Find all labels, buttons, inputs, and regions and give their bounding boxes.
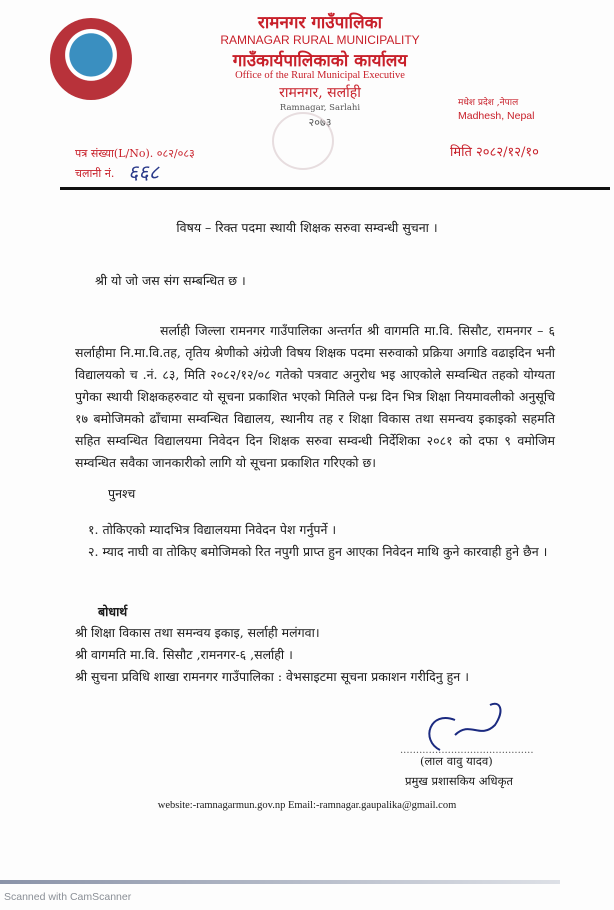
established-year: २०७३ xyxy=(308,116,332,129)
subject: विषय – रिक्त पदमा स्थायी शिक्षक सरुवा सम्वन्धी सुचना । xyxy=(176,220,438,235)
emblem-logo xyxy=(50,18,132,100)
signatory-title: प्रमुख प्रशासकिय अधिकृत xyxy=(405,774,513,788)
dispatch-number: ६६८ xyxy=(128,160,160,184)
salutation: श्री यो जो जस संग सम्बन्धित छ । xyxy=(95,273,246,288)
office-name-en: Office of the Rural Municipal Executive xyxy=(235,70,405,81)
office-name-np: गाउँकार्यपालिकाको कार्यालय xyxy=(232,51,408,71)
signatory-name: (लाल वावु यादव) xyxy=(420,754,493,768)
svg-text:..............................: .......................................... xyxy=(400,745,534,756)
cc-item: श्री शिक्षा विकास तथा समन्वय इकाइ, सर्लाही मलंगवा। xyxy=(75,625,320,640)
scan-edge xyxy=(0,880,560,884)
dispatch-label: चलानी नं. xyxy=(75,167,115,180)
municipality-name-en: RAMNAGAR RURAL MUNICIPALITY xyxy=(220,33,420,47)
date: मिति २०८२/१२/१० xyxy=(450,145,539,160)
camscanner-watermark: Scanned with CamScanner xyxy=(4,891,132,903)
cc-label: बोधार्थ xyxy=(98,604,128,619)
letter-number: पत्र संख्या(L/No). ०८२/०८३ xyxy=(75,147,195,160)
body-paragraph: सर्लाही जिल्ला रामनगर गाउँपालिका अन्तर्गत श्री वागमति मा.वि. सिसौट, रामनगर – ६ सर्लाहीमा नि.मा.वि.तह, तृतिय श्रेणीको अंग्रेजी विषय शिक्षक पदमा सरुवाको प्रक्रिया अगाडि वढाइदिन भनी विद्यालयको च .नं. ८३, मिति २०८२/१२/०८ गतेको पत्रवाट अनुरोध भइ आएकोले सम्वन्धित तहको योग्यता पुगेका स्थायी शिक्षकहरुवाट यो सूचना प्रकाशित भएको मितिले पन्ध्र दिन भित्र शिक्षा नियमावलीको अनुसूचि १७ बमोजिमको ढाँचामा सम्वन्धित विद्यालय, स्थानीय तह र शिक्षा विकास तथा समन्वय इकाइको सहमति सहित सम्वन्धित विद्यालयमा निवेदन दिन शिक्षक सरुवा सम्वन्धी निर्देशिका २०८१ को दफा ९ वमोजिम सम्वन्धित सवैका जानकारीको लागि यो सूचना प्रकाशित गरिएको छ। xyxy=(75,323,555,470)
postscript-item: १. तोकिएको म्यादभित्र विद्यालयमा निवेदन पेश गर्नुपर्ने । xyxy=(88,522,337,537)
place-np: रामनगर, सर्लाही xyxy=(279,85,361,101)
cc-item: श्री वागमति मा.वि. सिसौट ,रामनगर-६ ,सर्लाही । xyxy=(75,647,293,662)
municipality-name-np: रामनगर गाउँपालिका xyxy=(257,13,383,33)
office-stamp xyxy=(272,112,334,170)
place-en: Ramnagar, Sarlahi xyxy=(279,103,361,113)
province-en: Madhesh, Nepal xyxy=(458,110,535,122)
postscript-label: पुनश्च xyxy=(108,486,136,501)
header-divider xyxy=(60,187,610,190)
cc-item: श्री सुचना प्रविधि शाखा रामनगर गाउँपालिका : वेभसाइटमा सूचना प्रकाशन गरीदिनु हुन । xyxy=(75,669,469,684)
postscript-item: २. म्याद नाघी वा तोकिए बमोजिमको रित नपुगी प्राप्त हुन आएका निवेदन माथि कुने कारवाही हुने छैन । xyxy=(88,544,548,559)
province-np: मधेश प्रदेश ,नेपाल xyxy=(458,98,519,108)
footer-contact: website:-ramnagarmun.gov.np Email:-ramnagar.gaupalika@gmail.com xyxy=(157,800,457,811)
